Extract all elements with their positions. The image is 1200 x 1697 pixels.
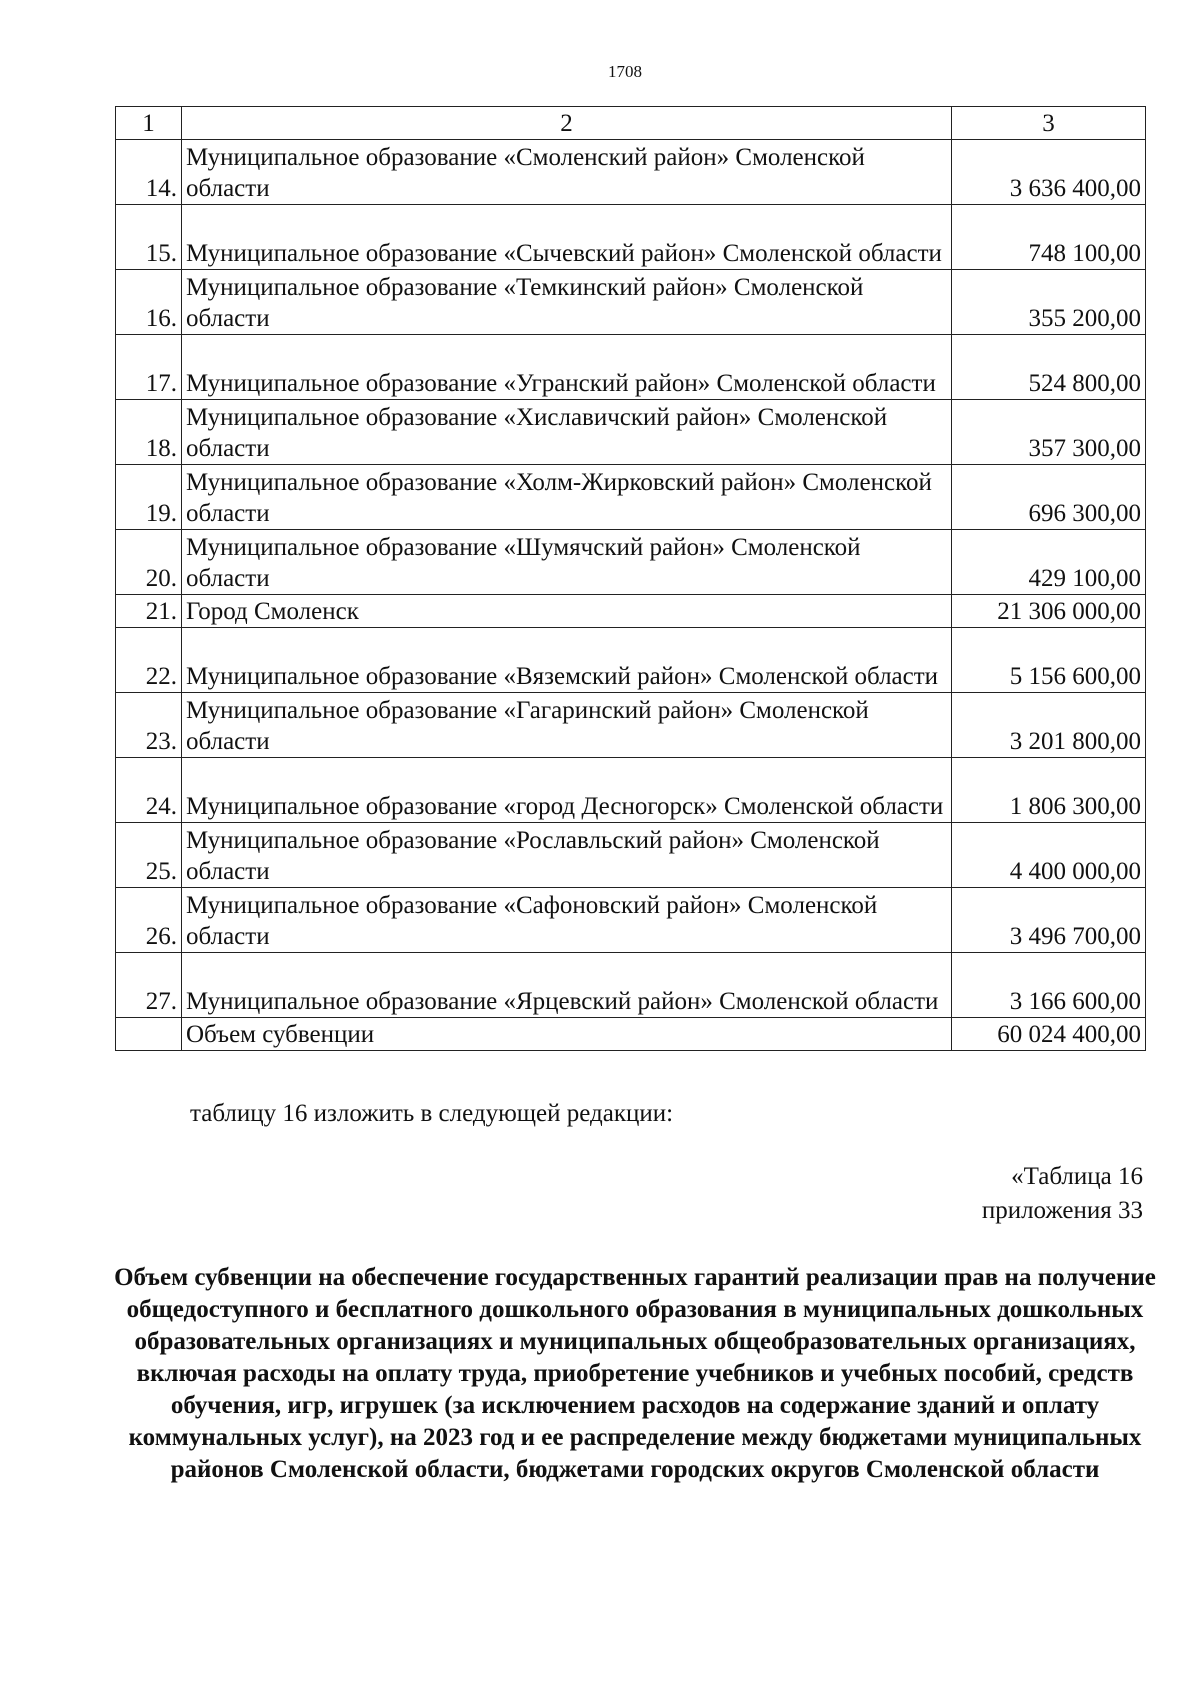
- row-value: 3 496 700,00: [952, 888, 1146, 953]
- row-name: Муниципальное образование «Ярцевский район» Смоленской области: [182, 953, 952, 1018]
- row-value: 1 806 300,00: [952, 758, 1146, 823]
- table-row: [116, 140, 1146, 205]
- row-number: 18.: [116, 400, 182, 465]
- row-number: 21.: [116, 595, 182, 628]
- row-number: 27.: [116, 953, 182, 1018]
- table-row: [116, 465, 1146, 530]
- row-name: Муниципальное образование «Вяземский район» Смоленской области: [182, 628, 952, 693]
- page-number: 1708: [608, 62, 642, 81]
- header-cell-3: 3: [952, 107, 1146, 140]
- table-row: [116, 888, 1146, 953]
- table-row: [116, 595, 1146, 628]
- table-row: [116, 823, 1146, 888]
- table-row: [116, 693, 1146, 758]
- instruction-text: таблицу 16 изложить в следующей редакции:: [190, 1100, 674, 1127]
- table-reference: [982, 1160, 1143, 1228]
- row-value: 524 800,00: [952, 335, 1146, 400]
- total-label: Объем субвенции: [182, 1018, 952, 1051]
- row-number: 19.: [116, 465, 182, 530]
- table-row: [116, 205, 1146, 270]
- row-name: Муниципальное образование «Шумячский район» Смоленской области: [182, 530, 952, 595]
- header-cell-2: 2: [182, 107, 952, 140]
- row-value: 3 636 400,00: [952, 140, 1146, 205]
- table-ref-line1: «Таблица 16: [1011, 1163, 1143, 1190]
- table-header-row: [116, 107, 1146, 140]
- table-row: [116, 628, 1146, 693]
- row-name: Муниципальное образование «Холм-Жирковский район» Смоленской области: [182, 465, 952, 530]
- table-row: [116, 530, 1146, 595]
- table-row: [116, 270, 1146, 335]
- row-name: Муниципальное образование «Рославльский район» Смоленской области: [182, 823, 952, 888]
- row-number: 23.: [116, 693, 182, 758]
- row-value: 3 201 800,00: [952, 693, 1146, 758]
- row-name: Муниципальное образование «Смоленский район» Смоленской области: [182, 140, 952, 205]
- row-number: 22.: [116, 628, 182, 693]
- row-name: Муниципальное образование «город Десногорск» Смоленской области: [182, 758, 952, 823]
- row-number: 26.: [116, 888, 182, 953]
- row-value: 355 200,00: [952, 270, 1146, 335]
- total-number: [116, 1018, 182, 1051]
- row-number: 25.: [116, 823, 182, 888]
- row-number: 16.: [116, 270, 182, 335]
- document-title: Объем субвенции на обеспечение государственных гарантий реализации прав на получение общедоступного и бесплатного дошкольного образования в муниципальных дошкольных образовательных организациях и муниципальных общеобразовательных организациях, включая расходы на оплату труда, приобретение учебников и учебных пособий, средств обучения, игр, игрушек (за исключением расходов на содержание зданий и оплату коммунальных услуг), на 2023 год и ее распределение между бюджетами муниципальных районов Смоленской области, бюджетами городских округов Смоленской области: [114, 1264, 1156, 1483]
- table-row: [116, 758, 1146, 823]
- row-number: 14.: [116, 140, 182, 205]
- row-value: 21 306 000,00: [952, 595, 1146, 628]
- row-name: Муниципальное образование «Сафоновский район» Смоленской области: [182, 888, 952, 953]
- row-name: Муниципальное образование «Сычевский район» Смоленской области: [182, 205, 952, 270]
- row-value: 3 166 600,00: [952, 953, 1146, 1018]
- row-value: 748 100,00: [952, 205, 1146, 270]
- table-ref-line2: приложения 33: [981, 1197, 1143, 1224]
- table-row: [116, 953, 1146, 1018]
- row-number: 17.: [116, 335, 182, 400]
- row-value: 429 100,00: [952, 530, 1146, 595]
- row-name: Муниципальное образование «Гагаринский район» Смоленской области: [182, 693, 952, 758]
- row-value: 4 400 000,00: [952, 823, 1146, 888]
- header-cell-1: 1: [116, 107, 182, 140]
- row-value: 5 156 600,00: [952, 628, 1146, 693]
- row-name: Муниципальное образование «Темкинский район» Смоленской области: [182, 270, 952, 335]
- row-value: 696 300,00: [952, 465, 1146, 530]
- row-number: 15.: [116, 205, 182, 270]
- total-value: 60 024 400,00: [952, 1018, 1146, 1051]
- table-total-row: [116, 1018, 1146, 1051]
- row-name: Муниципальное образование «Угранский район» Смоленской области: [182, 335, 952, 400]
- row-name: Муниципальное образование «Хиславичский район» Смоленской области: [182, 400, 952, 465]
- table-row: [116, 400, 1146, 465]
- row-name: Город Смоленск: [182, 595, 952, 628]
- row-value: 357 300,00: [952, 400, 1146, 465]
- subvention-table: [115, 106, 1146, 1051]
- table-row: [116, 335, 1146, 400]
- row-number: 24.: [116, 758, 182, 823]
- row-number: 20.: [116, 530, 182, 595]
